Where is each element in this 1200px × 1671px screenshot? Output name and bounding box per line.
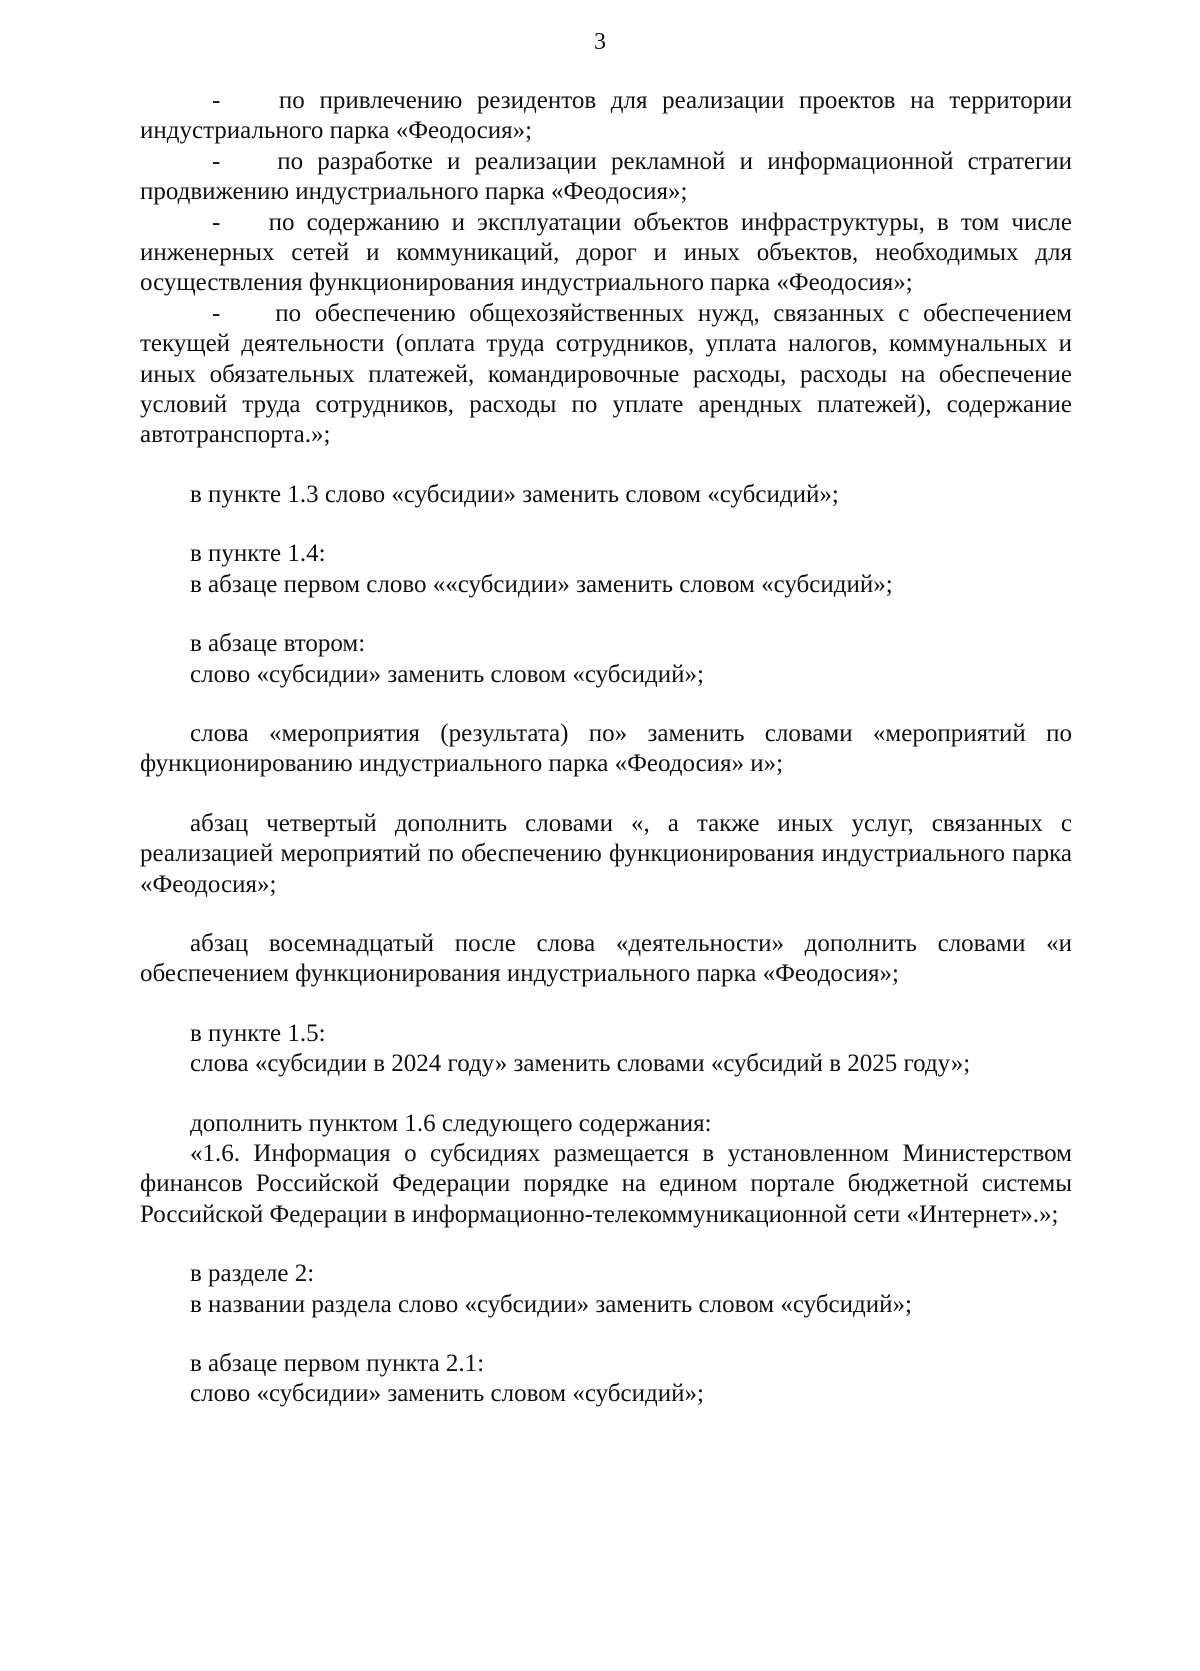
paragraph-point-1-5-years: слова «субсидии в 2024 году» заменить словами «субсидий в 2025 году»; bbox=[190, 1050, 971, 1078]
paragraph-section-2: в разделе 2: bbox=[190, 1260, 315, 1288]
paragraph-point-2-1: в абзаце первом пункта 2.1: bbox=[190, 1350, 485, 1377]
paragraph-point-1-3: в пункте 1.3 слово «субсидии» заменить словом «субсидий»; bbox=[190, 480, 839, 508]
paragraph-point-1-5: в пункте 1.5: bbox=[190, 1019, 326, 1047]
paragraph-general-needs: - по обеспечению общехозяйственных нужд, связанных с обеспечением текущей деятельности (оплата труда сотрудников, уплата налогов, коммунальных и иных обязательных платежей, командировочные расходы, расходы на обеспечение условий труда сотрудников, расходы по уплате арендных платежей), содержание автотранспорта.»; bbox=[140, 299, 1072, 449]
paragraph-fourth-abzac: абзац четвертый дополнить словами «, а также иных услуг, связанных с реализацией мероприятий по обеспечению функционирования индустриального парка «Феодосия»; bbox=[140, 809, 1072, 898]
paragraph-second-abzac: в абзаце втором: bbox=[190, 630, 366, 658]
paragraph-point-2-1-word: слово «субсидии» заменить словом «субсидий»; bbox=[190, 1380, 704, 1408]
page-number: 3 bbox=[594, 29, 606, 55]
paragraph-point-1-4: в пункте 1.4: bbox=[190, 540, 326, 568]
paragraph-point-1-6-text: «1.6. Информация о субсидиях размещается в установленном Министерством финансов Российской Федерации порядке на едином портале бюджетной системы Российской Федерации в информационно-телекоммуникационной сети «Интернет».»; bbox=[140, 1139, 1072, 1228]
paragraph-measures: слова «мероприятия (результата) по» заменить словами «мероприятий по функционированию индустриального парка «Феодосия» и»; bbox=[140, 719, 1072, 778]
paragraph-infrastructure: - по содержанию и эксплуатации объектов инфраструктуры, в том числе инженерных сетей и коммуникаций, дорог и иных объектов, необходимых для осуществления функционирования индустриального парка «Феодосия»; bbox=[140, 208, 1072, 297]
document-body bbox=[140, 86, 1072, 1410]
paragraph-section-2-title: в названии раздела слово «субсидии» заменить словом «субсидий»; bbox=[190, 1290, 912, 1318]
paragraph-residents: - по привлечению резидентов для реализации проектов на территории индустриального парка «Феодосия»; bbox=[140, 87, 1072, 145]
paragraph-add-point-1-6: дополнить пунктом 1.6 следующего содержания: bbox=[190, 1109, 712, 1137]
paragraph-advertising: - по разработке и реализации рекламной и информационной стратегии продвижению индустриального парка «Феодосия»; bbox=[140, 147, 1072, 206]
paragraph-eighteenth-abzac: абзац восемнадцатый после слова «деятельности» дополнить словами «и обеспечением функционирования индустриального парка «Феодосия»; bbox=[140, 929, 1072, 988]
paragraph-point-1-4-first: в абзаце первом слово ««субсидии» заменить словом «субсидий»; bbox=[190, 570, 893, 598]
paragraph-second-abzac-word: слово «субсидии» заменить словом «субсидий»; bbox=[190, 660, 704, 688]
